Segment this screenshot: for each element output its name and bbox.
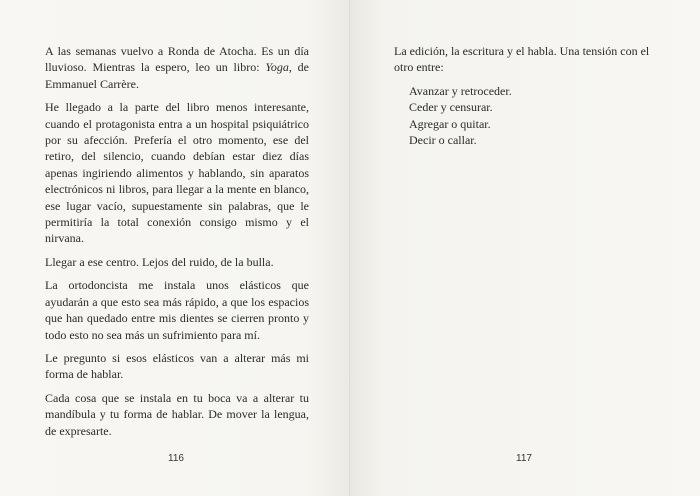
- paragraph: He llegado a la parte del libro menos interesante, cuando el protagonista entra a un hospital psiquiátrico por su afección. Prefería el otro momento, ese del retiro, del silencio, cuando debían estar diez días apenas ingiriendo alimentos y hablando, sin aparatos electrónicos ni libros, para llegar a la mente en blanco, ese lugar vacío, supuestamente sin palabras, que le permitiría la total conexión consigo mismo y el nirvana.: [45, 100, 309, 246]
- right-page-text: [394, 43, 658, 148]
- list-item: Ceder y censurar.: [409, 100, 493, 115]
- left-page-text: [45, 43, 309, 446]
- paragraph: Llegar a ese centro. Lejos del ruido, de la bulla.: [45, 254, 274, 269]
- paragraph: Le pregunto si esos elásticos van a alterar más mi forma de hablar.: [45, 350, 309, 382]
- paragraph-text: , de Emmanuel Carrère.: [45, 60, 309, 91]
- list-item: Avanzar y retroceder.: [409, 83, 512, 98]
- paragraph: Cada cosa que se instala en tu boca va a alterar tu mandíbula y tu forma de hablar. De mover la lengua, de expresarte.: [45, 390, 309, 438]
- paragraph: [45, 43, 309, 92]
- right-page: [350, 0, 700, 496]
- page-number-left: 116: [168, 453, 184, 464]
- tension-list: [409, 83, 658, 149]
- list-item: Decir o callar.: [409, 133, 477, 148]
- paragraph: La ortodoncista me instala unos elásticos que ayudarán a que esto sea más rápido, a que los espacios que han quedado entre mis dientes se cierren pronto y todo esto no sea más un sufrimiento para mí.: [45, 278, 309, 342]
- list-item: Agregar o quitar.: [409, 116, 491, 131]
- book-title: Yoga: [265, 60, 289, 75]
- page-number-right: 117: [516, 453, 532, 464]
- intro-paragraph: La edición, la escritura y el habla. Una tensión con el otro entre:: [394, 44, 650, 75]
- paragraph-text: A las semanas vuelvo a Ronda de Atocha. Es un día lluvioso. Mientras la espero, leo un libro:: [45, 44, 309, 75]
